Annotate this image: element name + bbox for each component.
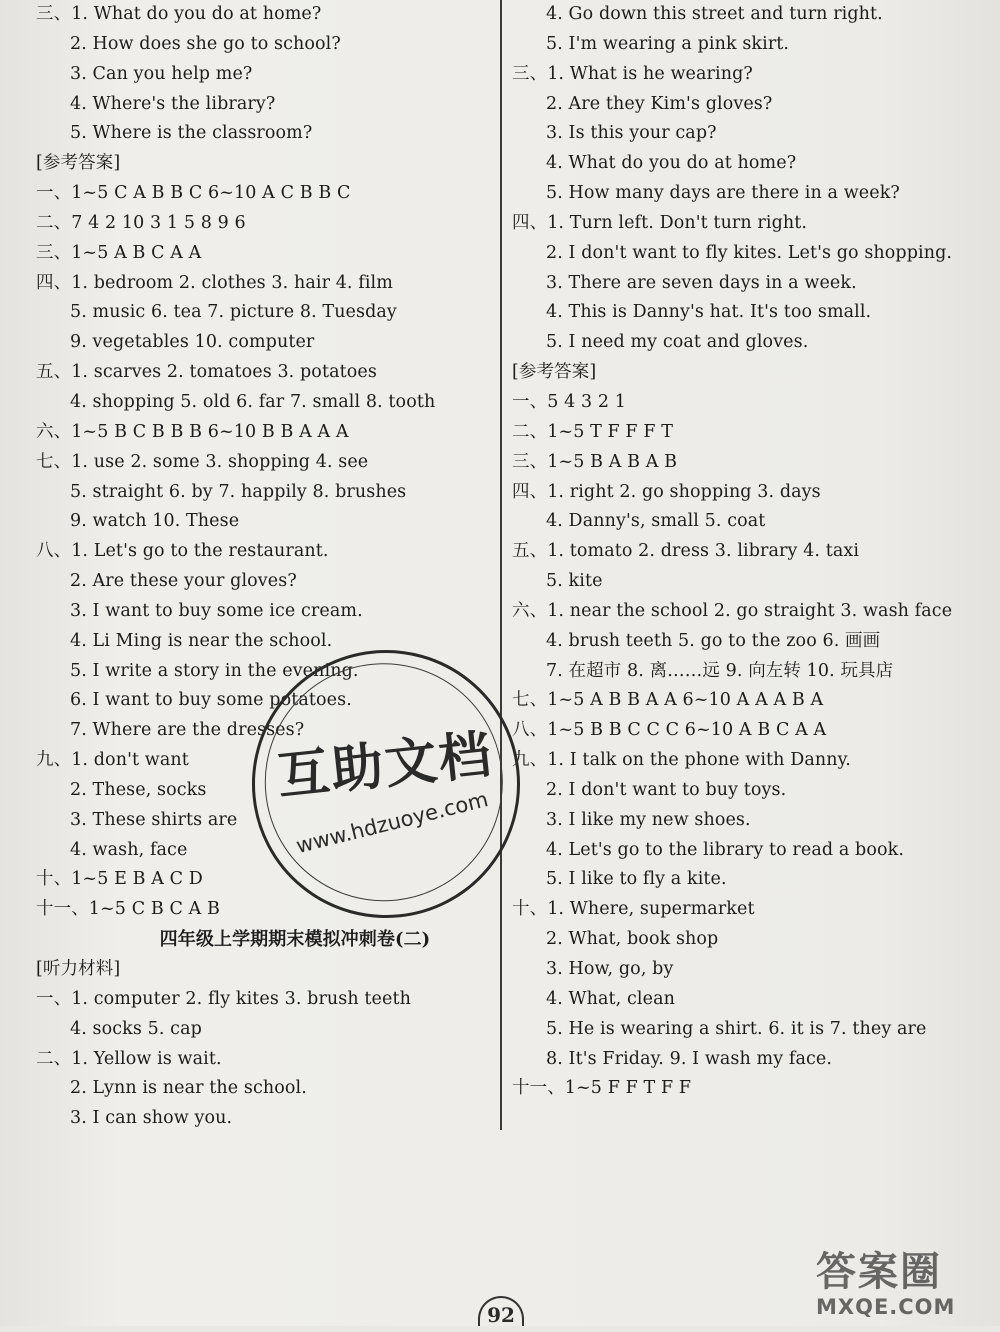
answer-line: 2. These, socks bbox=[70, 779, 207, 800]
answer-line: 十一、1~5 F F T F F bbox=[512, 1078, 692, 1099]
answer-line: 5. I like to fly a kite. bbox=[546, 869, 727, 890]
answer-line: 九、1. I talk on the phone with Danny. bbox=[512, 750, 851, 771]
answer-line: 9. vegetables 10. computer bbox=[70, 332, 315, 353]
answer-line: 3. These shirts are bbox=[70, 809, 238, 830]
stamp-url: www.hdzuoye.com bbox=[293, 787, 491, 859]
answer-line: 2. Are these your gloves? bbox=[70, 571, 297, 592]
answer-line: 5. straight 6. by 7. happily 8. brushes bbox=[70, 481, 407, 502]
answer-line: 4. socks 5. cap bbox=[70, 1018, 202, 1039]
answer-line: 4. What, clean bbox=[546, 988, 675, 1009]
answer-line: [参考答案] bbox=[36, 153, 121, 174]
answer-line: 二、1. Yellow is wait. bbox=[36, 1048, 222, 1069]
answer-line: 三、1~5 B A B A B bbox=[512, 451, 678, 472]
answer-line: 4. Let's go to the library to read a book. bbox=[546, 839, 904, 860]
answer-line: 5. I'm wearing a pink skirt. bbox=[546, 33, 790, 54]
answer-line: 一、1~5 C A B B C 6~10 A C B B C bbox=[36, 183, 351, 204]
answer-line: 3. Can you help me? bbox=[70, 63, 253, 84]
answer-line: [听力材料] bbox=[36, 959, 121, 979]
answer-line: 3. I want to buy some ice cream. bbox=[70, 600, 363, 621]
answer-line: 六、1. near the school 2. go straight 3. wash face bbox=[512, 600, 953, 621]
answer-line: 7. 在超市 8. 离……远 9. 向左转 10. 玩具店 bbox=[546, 660, 894, 681]
answer-line: 八、1~5 B B C C C 6~10 A B C A A bbox=[512, 720, 827, 741]
answer-line: 4. Go down this street and turn right. bbox=[546, 4, 883, 24]
answer-line: 一、5 4 3 2 1 bbox=[512, 391, 627, 412]
left-column bbox=[36, 0, 494, 1134]
column-divider bbox=[500, 0, 502, 1130]
answer-line: 五、1. tomato 2. dress 3. library 4. taxi bbox=[512, 541, 860, 562]
answer-line: 5. How many days are there in a week? bbox=[546, 183, 900, 204]
answer-line: 4. shopping 5. old 6. far 7. small 8. tooth bbox=[70, 391, 436, 412]
answer-line: 5. I write a story in the evening. bbox=[70, 660, 359, 681]
answer-line: 十一、1~5 C B C A B bbox=[36, 899, 220, 920]
answer-line: 九、1. don't want bbox=[36, 750, 189, 771]
answer-line: 3. Is this your cap? bbox=[546, 123, 717, 144]
answer-line: 5. I need my coat and gloves. bbox=[546, 332, 809, 353]
answer-line: 2. Are they Kim's gloves? bbox=[546, 93, 773, 114]
answer-line: 3. I can show you. bbox=[70, 1108, 233, 1129]
answer-line: 4. Where's the library? bbox=[70, 93, 276, 114]
watermark-bottom: MXQE.COM bbox=[816, 1295, 956, 1319]
answer-line: 三、1~5 A B C A A bbox=[36, 242, 202, 263]
answer-line: 4. brush teeth 5. go to the zoo 6. 画画 bbox=[546, 630, 881, 651]
answer-line: 5. Where is the classroom? bbox=[70, 123, 313, 144]
answer-line: 4. Li Ming is near the school. bbox=[70, 630, 333, 651]
site-watermark bbox=[816, 1250, 1000, 1326]
stamp-title: 互助文档 bbox=[274, 724, 496, 808]
answer-line: 六、1~5 B C B B B 6~10 B B A A A bbox=[36, 421, 349, 442]
answer-line: 7. Where are the dresses? bbox=[70, 720, 305, 741]
answer-line: 十、1. Where, supermarket bbox=[512, 899, 755, 920]
section-title: 四年级上学期期末模拟冲刺卷(二) bbox=[159, 929, 431, 951]
answer-line: 3. There are seven days in a week. bbox=[546, 272, 857, 293]
answer-line: 5. music 6. tea 7. picture 8. Tuesday bbox=[70, 302, 397, 323]
answer-line: 5. kite bbox=[546, 571, 603, 592]
answer-line: 6. I want to buy some potatoes. bbox=[70, 690, 352, 711]
page-number: 92 bbox=[478, 1296, 524, 1326]
answer-line: 八、1. Let's go to the restaurant. bbox=[36, 541, 329, 562]
answer-line: 二、7 4 2 10 3 1 5 8 9 6 bbox=[36, 212, 246, 233]
answer-line: 2. How does she go to school? bbox=[70, 33, 341, 54]
answer-line: 4. What do you do at home? bbox=[546, 153, 797, 174]
answer-line: 一、1. computer 2. fly kites 3. brush teeth bbox=[36, 988, 411, 1009]
answer-line: 9. watch 10. These bbox=[70, 511, 240, 532]
watermark-top: 答案圈 bbox=[816, 1249, 942, 1295]
answer-line: 2. I don't want to buy toys. bbox=[546, 779, 787, 800]
answer-line: 3. How, go, by bbox=[546, 959, 674, 979]
right-column bbox=[512, 0, 982, 1104]
answer-line: 4. wash, face bbox=[70, 839, 188, 860]
answer-line: 2. Lynn is near the school. bbox=[70, 1078, 307, 1099]
answer-line: 3. I like my new shoes. bbox=[546, 809, 751, 830]
answer-line: 二、1~5 T F F F T bbox=[512, 421, 674, 442]
answer-line: 三、1. What is he wearing? bbox=[512, 63, 753, 84]
answer-line: 四、1. right 2. go shopping 3. days bbox=[512, 481, 821, 502]
answer-line: 8. It's Friday. 9. I wash my face. bbox=[546, 1048, 833, 1069]
answer-line: 2. What, book shop bbox=[546, 929, 719, 950]
answer-line: 2. I don't want to fly kites. Let's go shopping. bbox=[546, 242, 953, 263]
answer-line: [参考答案] bbox=[512, 362, 597, 383]
answer-line: 五、1. scarves 2. tomatoes 3. potatoes bbox=[36, 362, 377, 383]
answer-line: 七、1~5 A B B A A 6~10 A A A B A bbox=[512, 690, 824, 711]
answer-line: 四、1. Turn left. Don't turn right. bbox=[512, 212, 808, 233]
answer-line: 四、1. bedroom 2. clothes 3. hair 4. film bbox=[36, 272, 393, 293]
answer-line: 5. He is wearing a shirt. 6. it is 7. they are bbox=[546, 1018, 927, 1039]
answer-line: 三、1. What do you do at home? bbox=[36, 4, 322, 24]
answer-line: 4. Danny's, small 5. coat bbox=[546, 511, 766, 532]
answer-line: 十、1~5 E B A C D bbox=[36, 869, 203, 890]
answer-line: 七、1. use 2. some 3. shopping 4. see bbox=[36, 451, 369, 472]
answer-line: 4. This is Danny's hat. It's too small. bbox=[546, 302, 872, 323]
